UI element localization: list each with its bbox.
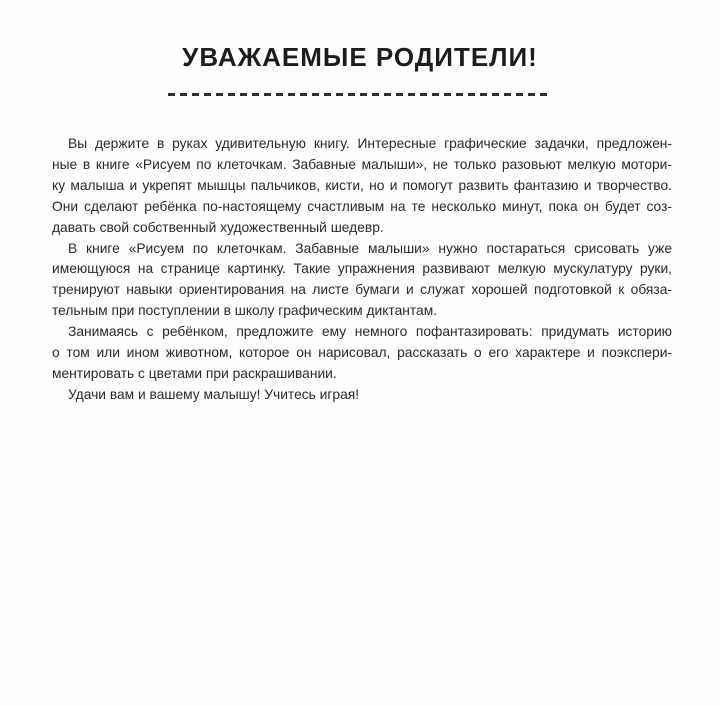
text-line: тельным при поступлении в школу графическим диктантам. — [52, 303, 438, 319]
text-line: Удачи вам и вашему малышу! Учитесь играя! — [68, 386, 360, 402]
text-line: давать свой собственный художественный шедевр. — [52, 219, 384, 235]
text-line: ментировать с цветами при раскрашивании. — [52, 365, 337, 381]
text-line: В книге «Рисуем по клеточкам. Забавные малыши» нужно постараться срисовать уже — [68, 240, 672, 256]
paragraph — [52, 239, 672, 323]
intro-text-block — [52, 134, 672, 406]
text-line: имеющуюся на странице картинку. Такие упражнения развивают мелкую мускулатуру руки, — [52, 261, 672, 277]
dashed-divider — [168, 93, 552, 96]
text-line: ные в книге «Рисуем по клеточкам. Забавные малыши», не только разовьют мелкую мотори- — [52, 156, 672, 172]
page-title: УВАЖАЕМЫЕ РОДИТЕЛИ! — [182, 42, 538, 72]
text-line: о том или ином животном, которое он нарисовал, рассказать о его характере и поэкспери- — [52, 345, 672, 361]
text-line: тренируют навыки ориентирования на листе бумаги и служат хорошей подготовкой к обяза- — [52, 282, 672, 298]
text-line: Вы держите в руках удивительную книгу. Интересные графические задачки, предложен- — [68, 136, 672, 151]
text-line: Занимаясь с ребёнком, предложите ему немного пофантазировать: придумать историю — [68, 324, 672, 340]
paragraph — [52, 322, 672, 385]
paragraph — [52, 134, 672, 239]
text-line: Они сделают ребёнка по-настоящему счастливым на те несколько минут, пока он будет соз- — [52, 198, 672, 214]
paragraph — [52, 385, 672, 406]
text-line: ку малыша и укрепят мышцы пальчиков, кисти, но и помогут развить фантазию и творчество. — [52, 177, 672, 193]
